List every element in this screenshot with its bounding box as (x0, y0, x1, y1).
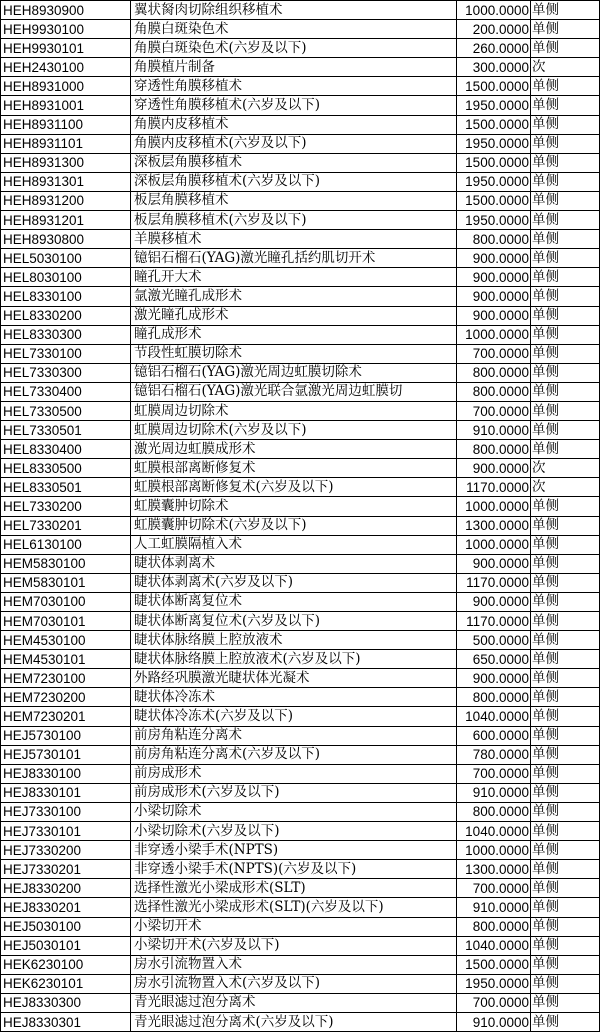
item-name-cell: 角膜白斑染色术 (131, 20, 457, 39)
item-code-cell: HEJ5030100 (1, 917, 131, 936)
item-code-cell: HEH9930101 (1, 39, 131, 58)
item-name-cell: 青光眼滤过泡分离术(六岁及以下) (131, 1012, 457, 1031)
item-unit-cell: 单侧 (531, 153, 600, 172)
item-unit-cell: 次 (531, 58, 600, 77)
item-code-cell: HEM7230200 (1, 688, 131, 707)
item-code-cell: HEL6130100 (1, 535, 131, 554)
table-row (1, 153, 600, 172)
table-row (1, 1, 600, 20)
item-unit-cell: 单侧 (531, 917, 600, 936)
item-name-cell: 前房成形术(六岁及以下) (131, 783, 457, 802)
item-price-cell: 800.0000 (457, 688, 531, 707)
item-unit-cell: 单侧 (531, 726, 600, 745)
item-unit-cell: 单侧 (531, 822, 600, 841)
item-unit-cell: 单侧 (531, 268, 600, 287)
item-name-cell: 穿透性角膜移植术(六岁及以下) (131, 96, 457, 115)
item-unit-cell: 单侧 (531, 802, 600, 821)
table-row (1, 879, 600, 898)
table-row (1, 268, 600, 287)
item-unit-cell: 单侧 (531, 573, 600, 592)
item-price-cell: 700.0000 (457, 401, 531, 420)
item-name-cell: 睫状体剥离术 (131, 554, 457, 573)
item-price-cell: 1950.0000 (457, 172, 531, 191)
item-name-cell: 虹膜周边切除术 (131, 401, 457, 420)
item-code-cell: HEH8931300 (1, 153, 131, 172)
item-name-cell: 小梁切除术(六岁及以下) (131, 822, 457, 841)
item-price-cell: 260.0000 (457, 39, 531, 58)
item-name-cell: 角膜植片制备 (131, 58, 457, 77)
item-price-cell: 1000.0000 (457, 535, 531, 554)
item-code-cell: HEJ7330201 (1, 860, 131, 879)
item-name-cell: 虹膜根部离断修复术 (131, 459, 457, 478)
table-row (1, 955, 600, 974)
item-price-cell: 1170.0000 (457, 478, 531, 497)
item-price-cell: 600.0000 (457, 726, 531, 745)
item-price-cell: 1040.0000 (457, 936, 531, 955)
item-unit-cell: 单侧 (531, 134, 600, 153)
item-code-cell: HEH8931000 (1, 77, 131, 96)
item-code-cell: HEH8930900 (1, 1, 131, 20)
table-row (1, 974, 600, 993)
item-unit-cell: 单侧 (531, 96, 600, 115)
table-row (1, 860, 600, 879)
table-row (1, 841, 600, 860)
table-row (1, 421, 600, 440)
table-row (1, 707, 600, 726)
item-price-cell: 1500.0000 (457, 955, 531, 974)
item-name-cell: 激光周边虹膜成形术 (131, 440, 457, 459)
item-code-cell: HEH8931200 (1, 191, 131, 210)
item-code-cell: HEM7230201 (1, 707, 131, 726)
item-unit-cell: 单侧 (531, 421, 600, 440)
item-name-cell: 镱铝石榴石(YAG)激光联合氩激光周边虹膜切 (131, 382, 457, 401)
item-price-cell: 1170.0000 (457, 612, 531, 631)
item-price-cell: 900.0000 (457, 669, 531, 688)
item-price-cell: 800.0000 (457, 802, 531, 821)
item-code-cell: HEM4530101 (1, 650, 131, 669)
item-code-cell: HEH8931301 (1, 172, 131, 191)
item-name-cell: 羊膜移植术 (131, 230, 457, 249)
item-price-cell: 1040.0000 (457, 822, 531, 841)
item-unit-cell: 单侧 (531, 1, 600, 20)
item-code-cell: HEM5830100 (1, 554, 131, 573)
table-row (1, 382, 600, 401)
item-name-cell: 虹膜根部离断修复术(六岁及以下) (131, 478, 457, 497)
item-unit-cell: 单侧 (531, 516, 600, 535)
item-unit-cell: 单侧 (531, 440, 600, 459)
item-name-cell: 虹膜周边切除术(六岁及以下) (131, 421, 457, 440)
item-code-cell: HEH2430100 (1, 58, 131, 77)
item-code-cell: HEM7230100 (1, 669, 131, 688)
table-row (1, 592, 600, 611)
item-price-cell: 1500.0000 (457, 115, 531, 134)
item-unit-cell: 单侧 (531, 230, 600, 249)
item-name-cell: 人工虹膜隔植入术 (131, 535, 457, 554)
table-row (1, 96, 600, 115)
item-price-cell: 900.0000 (457, 287, 531, 306)
item-code-cell: HEJ5730101 (1, 745, 131, 764)
item-price-cell: 900.0000 (457, 592, 531, 611)
item-unit-cell: 次 (531, 459, 600, 478)
item-name-cell: 房水引流物置入术(六岁及以下) (131, 974, 457, 993)
item-unit-cell: 单侧 (531, 631, 600, 650)
item-price-cell: 910.0000 (457, 783, 531, 802)
item-unit-cell: 单侧 (531, 191, 600, 210)
item-price-cell: 910.0000 (457, 898, 531, 917)
item-name-cell: 小梁切开术(六岁及以下) (131, 936, 457, 955)
item-name-cell: 角膜内皮移植术(六岁及以下) (131, 134, 457, 153)
item-unit-cell: 单侧 (531, 745, 600, 764)
item-code-cell: HEJ8330201 (1, 898, 131, 917)
item-price-cell: 910.0000 (457, 1012, 531, 1031)
item-code-cell: HEL7330200 (1, 497, 131, 516)
item-price-cell: 1500.0000 (457, 153, 531, 172)
table-row (1, 58, 600, 77)
table-row (1, 211, 600, 230)
table-row (1, 898, 600, 917)
item-name-cell: 房水引流物置入术 (131, 955, 457, 974)
item-code-cell: HEL8330300 (1, 325, 131, 344)
item-unit-cell: 单侧 (531, 936, 600, 955)
item-unit-cell: 单侧 (531, 688, 600, 707)
item-code-cell: HEL7330500 (1, 401, 131, 420)
item-price-cell: 900.0000 (457, 249, 531, 268)
table-row (1, 363, 600, 382)
item-unit-cell: 单侧 (531, 707, 600, 726)
item-name-cell: 睫状体脉络膜上腔放液术(六岁及以下) (131, 650, 457, 669)
item-price-cell: 800.0000 (457, 440, 531, 459)
item-code-cell: HEH8931100 (1, 115, 131, 134)
table-row (1, 325, 600, 344)
item-unit-cell: 单侧 (531, 554, 600, 573)
item-name-cell: 镱铝石榴石(YAG)激光瞳孔括约肌切开术 (131, 249, 457, 268)
item-name-cell: 选择性激光小梁成形术(SLT) (131, 879, 457, 898)
table-row (1, 191, 600, 210)
item-unit-cell: 单侧 (531, 974, 600, 993)
item-code-cell: HEJ7330200 (1, 841, 131, 860)
item-price-cell: 1950.0000 (457, 211, 531, 230)
item-unit-cell: 单侧 (531, 898, 600, 917)
item-unit-cell: 单侧 (531, 497, 600, 516)
item-price-cell: 700.0000 (457, 344, 531, 363)
item-name-cell: 睫状体冷冻术 (131, 688, 457, 707)
item-price-cell: 780.0000 (457, 745, 531, 764)
item-name-cell: 虹膜囊肿切除术(六岁及以下) (131, 516, 457, 535)
item-code-cell: HEK6230101 (1, 974, 131, 993)
table-row (1, 764, 600, 783)
item-unit-cell: 单侧 (531, 20, 600, 39)
item-unit-cell: 单侧 (531, 401, 600, 420)
item-name-cell: 瞳孔开大术 (131, 268, 457, 287)
item-name-cell: 角膜内皮移植术 (131, 115, 457, 134)
item-code-cell: HEL8330100 (1, 287, 131, 306)
table-row (1, 612, 600, 631)
item-code-cell: HEL8330200 (1, 306, 131, 325)
table-row (1, 936, 600, 955)
item-code-cell: HEH8931101 (1, 134, 131, 153)
table-row (1, 401, 600, 420)
table-row (1, 230, 600, 249)
item-unit-cell: 单侧 (531, 841, 600, 860)
item-unit-cell: 单侧 (531, 363, 600, 382)
table-row (1, 344, 600, 363)
item-unit-cell: 单侧 (531, 382, 600, 401)
item-price-cell: 900.0000 (457, 554, 531, 573)
table-row (1, 631, 600, 650)
table-row (1, 440, 600, 459)
item-unit-cell: 单侧 (531, 39, 600, 58)
item-unit-cell: 单侧 (531, 344, 600, 363)
item-name-cell: 非穿透小梁手术(NPTS)(六岁及以下) (131, 860, 457, 879)
table-row (1, 249, 600, 268)
item-code-cell: HEL8330400 (1, 440, 131, 459)
item-price-cell: 800.0000 (457, 382, 531, 401)
table-row (1, 535, 600, 554)
item-name-cell: 外路经巩膜激光睫状体光凝术 (131, 669, 457, 688)
item-price-cell: 200.0000 (457, 20, 531, 39)
item-price-cell: 1000.0000 (457, 325, 531, 344)
item-price-cell: 1000.0000 (457, 497, 531, 516)
item-unit-cell: 单侧 (531, 955, 600, 974)
item-price-cell: 1950.0000 (457, 96, 531, 115)
item-price-cell: 800.0000 (457, 363, 531, 382)
item-unit-cell: 单侧 (531, 764, 600, 783)
item-price-cell: 650.0000 (457, 650, 531, 669)
item-code-cell: HEJ8330300 (1, 993, 131, 1012)
item-unit-cell: 单侧 (531, 783, 600, 802)
item-code-cell: HEJ8330100 (1, 764, 131, 783)
item-code-cell: HEJ5730100 (1, 726, 131, 745)
item-code-cell: HEL8330500 (1, 459, 131, 478)
table-row (1, 688, 600, 707)
item-name-cell: 睫状体冷冻术(六岁及以下) (131, 707, 457, 726)
item-name-cell: 前房角粘连分离术(六岁及以下) (131, 745, 457, 764)
item-unit-cell: 单侧 (531, 249, 600, 268)
item-price-cell: 1300.0000 (457, 516, 531, 535)
item-unit-cell: 单侧 (531, 650, 600, 669)
item-unit-cell: 单侧 (531, 1012, 600, 1031)
item-price-cell: 1040.0000 (457, 707, 531, 726)
item-name-cell: 节段性虹膜切除术 (131, 344, 457, 363)
item-price-cell: 900.0000 (457, 459, 531, 478)
item-code-cell: HEH8931201 (1, 211, 131, 230)
item-price-cell: 910.0000 (457, 421, 531, 440)
item-unit-cell: 单侧 (531, 211, 600, 230)
table-row (1, 822, 600, 841)
item-price-cell: 800.0000 (457, 230, 531, 249)
item-unit-cell: 单侧 (531, 325, 600, 344)
item-unit-cell: 次 (531, 478, 600, 497)
item-name-cell: 瞳孔成形术 (131, 325, 457, 344)
item-code-cell: HEK6230100 (1, 955, 131, 974)
item-name-cell: 氩激光瞳孔成形术 (131, 287, 457, 306)
table-row (1, 745, 600, 764)
item-code-cell: HEL5030100 (1, 249, 131, 268)
item-code-cell: HEL8330501 (1, 478, 131, 497)
item-name-cell: 板层角膜移植术(六岁及以下) (131, 211, 457, 230)
item-price-cell: 1000.0000 (457, 1, 531, 20)
item-unit-cell: 单侧 (531, 172, 600, 191)
table-row (1, 497, 600, 516)
item-price-cell: 700.0000 (457, 764, 531, 783)
item-code-cell: HEL7330201 (1, 516, 131, 535)
item-code-cell: HEL7330100 (1, 344, 131, 363)
table-row (1, 802, 600, 821)
item-code-cell: HEJ7330101 (1, 822, 131, 841)
item-name-cell: 镱铝石榴石(YAG)激光周边虹膜切除术 (131, 363, 457, 382)
item-name-cell: 小梁切开术 (131, 917, 457, 936)
item-name-cell: 前房成形术 (131, 764, 457, 783)
item-price-cell: 1300.0000 (457, 860, 531, 879)
table-row (1, 20, 600, 39)
item-code-cell: HEJ7330100 (1, 802, 131, 821)
item-name-cell: 非穿透小梁手术(NPTS) (131, 841, 457, 860)
item-name-cell: 深板层角膜移植术 (131, 153, 457, 172)
item-name-cell: 睫状体脉络膜上腔放液术 (131, 631, 457, 650)
item-name-cell: 虹膜囊肿切除术 (131, 497, 457, 516)
item-code-cell: HEM7030100 (1, 592, 131, 611)
table-row (1, 993, 600, 1012)
item-unit-cell: 单侧 (531, 115, 600, 134)
item-code-cell: HEJ5030101 (1, 936, 131, 955)
table-row (1, 650, 600, 669)
item-name-cell: 小梁切除术 (131, 802, 457, 821)
table-row (1, 115, 600, 134)
item-unit-cell: 单侧 (531, 592, 600, 611)
item-price-cell: 500.0000 (457, 631, 531, 650)
item-unit-cell: 单侧 (531, 669, 600, 688)
item-name-cell: 睫状体剥离术(六岁及以下) (131, 573, 457, 592)
item-name-cell: 板层角膜移植术 (131, 191, 457, 210)
table-body (1, 1, 600, 1032)
table-row (1, 172, 600, 191)
item-name-cell: 深板层角膜移植术(六岁及以下) (131, 172, 457, 191)
item-code-cell: HEH8931001 (1, 96, 131, 115)
table-row (1, 669, 600, 688)
item-price-cell: 800.0000 (457, 917, 531, 936)
item-name-cell: 前房角粘连分离术 (131, 726, 457, 745)
item-price-cell: 700.0000 (457, 993, 531, 1012)
item-code-cell: HEL7330400 (1, 382, 131, 401)
item-code-cell: HEH9930100 (1, 20, 131, 39)
item-code-cell: HEH8930800 (1, 230, 131, 249)
item-price-cell: 300.0000 (457, 58, 531, 77)
item-code-cell: HEJ8330200 (1, 879, 131, 898)
table-row (1, 573, 600, 592)
item-price-cell: 1000.0000 (457, 841, 531, 860)
item-unit-cell: 单侧 (531, 535, 600, 554)
item-unit-cell: 单侧 (531, 612, 600, 631)
item-price-cell: 700.0000 (457, 879, 531, 898)
item-price-cell: 1950.0000 (457, 134, 531, 153)
table-row (1, 478, 600, 497)
item-unit-cell: 单侧 (531, 879, 600, 898)
item-name-cell: 穿透性角膜移植术 (131, 77, 457, 96)
item-code-cell: HEL7330501 (1, 421, 131, 440)
item-code-cell: HEM4530100 (1, 631, 131, 650)
item-name-cell: 角膜白斑染色术(六岁及以下) (131, 39, 457, 58)
table-row (1, 306, 600, 325)
table-row (1, 287, 600, 306)
table-row (1, 134, 600, 153)
item-price-cell: 1500.0000 (457, 191, 531, 210)
table-row (1, 726, 600, 745)
item-price-cell: 900.0000 (457, 268, 531, 287)
item-name-cell: 选择性激光小梁成形术(SLT)(六岁及以下) (131, 898, 457, 917)
item-price-cell: 1500.0000 (457, 77, 531, 96)
item-code-cell: HEJ8330101 (1, 783, 131, 802)
table-row (1, 516, 600, 535)
item-unit-cell: 单侧 (531, 306, 600, 325)
item-unit-cell: 单侧 (531, 77, 600, 96)
item-code-cell: HEM7030101 (1, 612, 131, 631)
item-price-cell: 1170.0000 (457, 573, 531, 592)
table-row (1, 77, 600, 96)
item-price-cell: 1950.0000 (457, 974, 531, 993)
table-row (1, 783, 600, 802)
item-name-cell: 激光瞳孔成形术 (131, 306, 457, 325)
item-code-cell: HEL8030100 (1, 268, 131, 287)
item-price-cell: 900.0000 (457, 306, 531, 325)
item-code-cell: HEL7330300 (1, 363, 131, 382)
item-name-cell: 睫状体断离复位术 (131, 592, 457, 611)
item-name-cell: 睫状体断离复位术(六岁及以下) (131, 612, 457, 631)
table-row (1, 39, 600, 58)
table-row (1, 459, 600, 478)
item-name-cell: 翼状胬肉切除组织移植术 (131, 1, 457, 20)
item-code-cell: HEJ8330301 (1, 1012, 131, 1031)
item-name-cell: 青光眼滤过泡分离术 (131, 993, 457, 1012)
item-code-cell: HEM5830101 (1, 573, 131, 592)
table-row (1, 917, 600, 936)
table-row (1, 554, 600, 573)
item-unit-cell: 单侧 (531, 860, 600, 879)
item-unit-cell: 单侧 (531, 287, 600, 306)
item-unit-cell: 单侧 (531, 993, 600, 1012)
